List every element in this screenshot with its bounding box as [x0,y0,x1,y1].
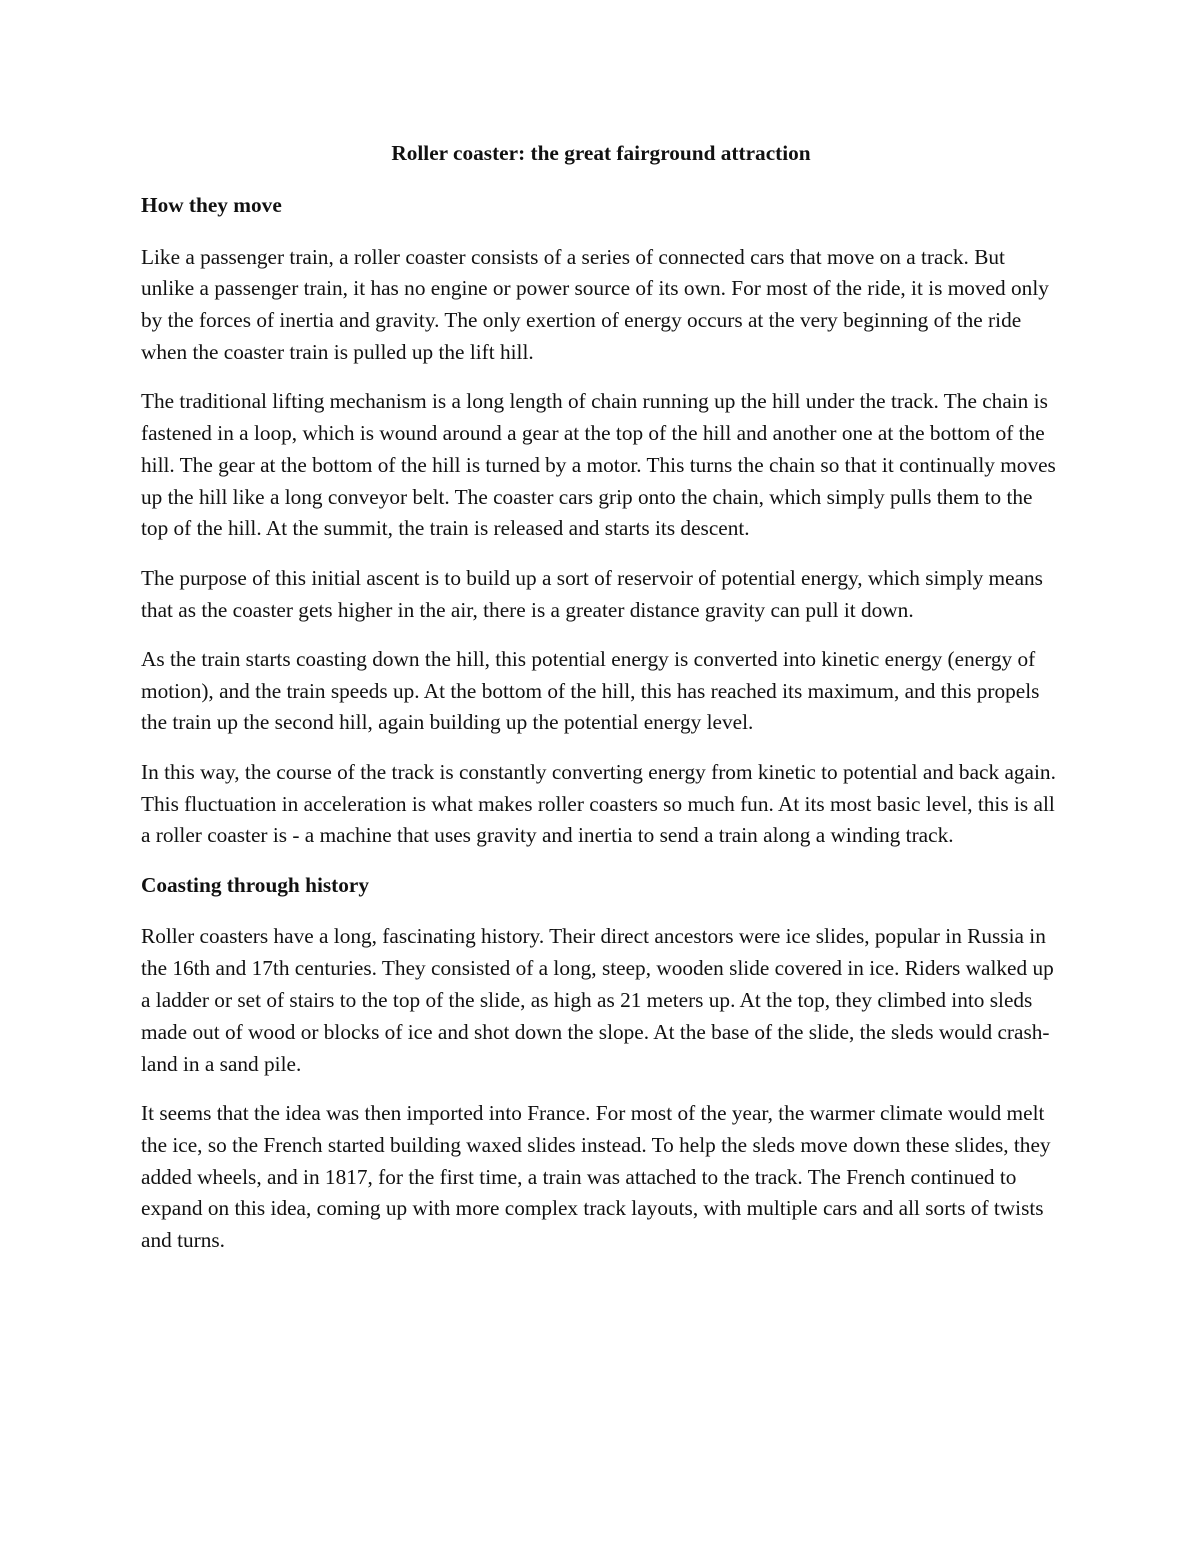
section-heading-how-they-move: How they move [141,192,282,217]
paragraph: The traditional lifting mechanism is a long length of chain running up the hill under the track. The chain is fastened in a loop, which is wound around a gear at the top of the hill and another one at the bottom of the hill. The gear at the bottom of the hill is turned by a motor. This turns the chain so that it continually moves up the hill like a long conveyor belt. The coaster cars grip onto the chain, which simply pulls them to the top of the hill. At the summit, the train is released and starts its descent. [141,389,1056,541]
document-page [141,138,1061,1274]
paragraph: It seems that the idea was then imported into France. For most of the year, the warmer climate would melt the ice, so the French started building waxed slides instead. To help the sleds move down these slides, they added wheels, and in 1817, for the first time, a train was attached to the track. The French continued to expand on this idea, coming up with more complex track layouts, with multiple cars and all sorts of twists and turns. [141,1100,1051,1253]
section-heading-coasting-through-history: Coasting through history [141,872,369,897]
document-title: Roller coaster: the great fairground attraction [391,141,811,165]
paragraph: As the train starts coasting down the hill, this potential energy is converted into kinetic energy (energy of motion), and the train speeds up. At the bottom of the hill, this has reached its maximum, and this propels the train up the second hill, again building up the potential energy level. [141,646,1040,735]
paragraph: Like a passenger train, a roller coaster consists of a series of connected cars that move on a track. But unlike a passenger train, it has no engine or power source of its own. For most of the ride, it is moved only by the forces of inertia and gravity. The only exertion of energy occurs at the very beginning of the ride when the coaster train is pulled up the lift hill. [141,244,1049,364]
paragraph: Roller coasters have a long, fascinating history. Their direct ancestors were ice slides, popular in Russia in the 16th and 17th centuries. They consisted of a long, steep, wooden slide covered in ice. Riders walked up a ladder or set of stairs to the top of the slide, as high as 21 meters up. At the top, they climbed into sleds made out of wood or blocks of ice and shot down the slope. At the base of the slide, the sleds would crash-land in a sand pile. [141,924,1054,1076]
paragraph: In this way, the course of the track is constantly converting energy from kinetic to potential and back again. This fluctuation in acceleration is what makes roller coasters so much fun. At its most basic level, this is all a roller coaster is - a machine that uses gravity and inertia to send a train along a winding track. [141,759,1056,848]
paragraph: The purpose of this initial ascent is to build up a sort of reservoir of potential energy, which simply means that as the coaster gets higher in the air, there is a greater distance gravity can pull it down. [141,565,1043,622]
